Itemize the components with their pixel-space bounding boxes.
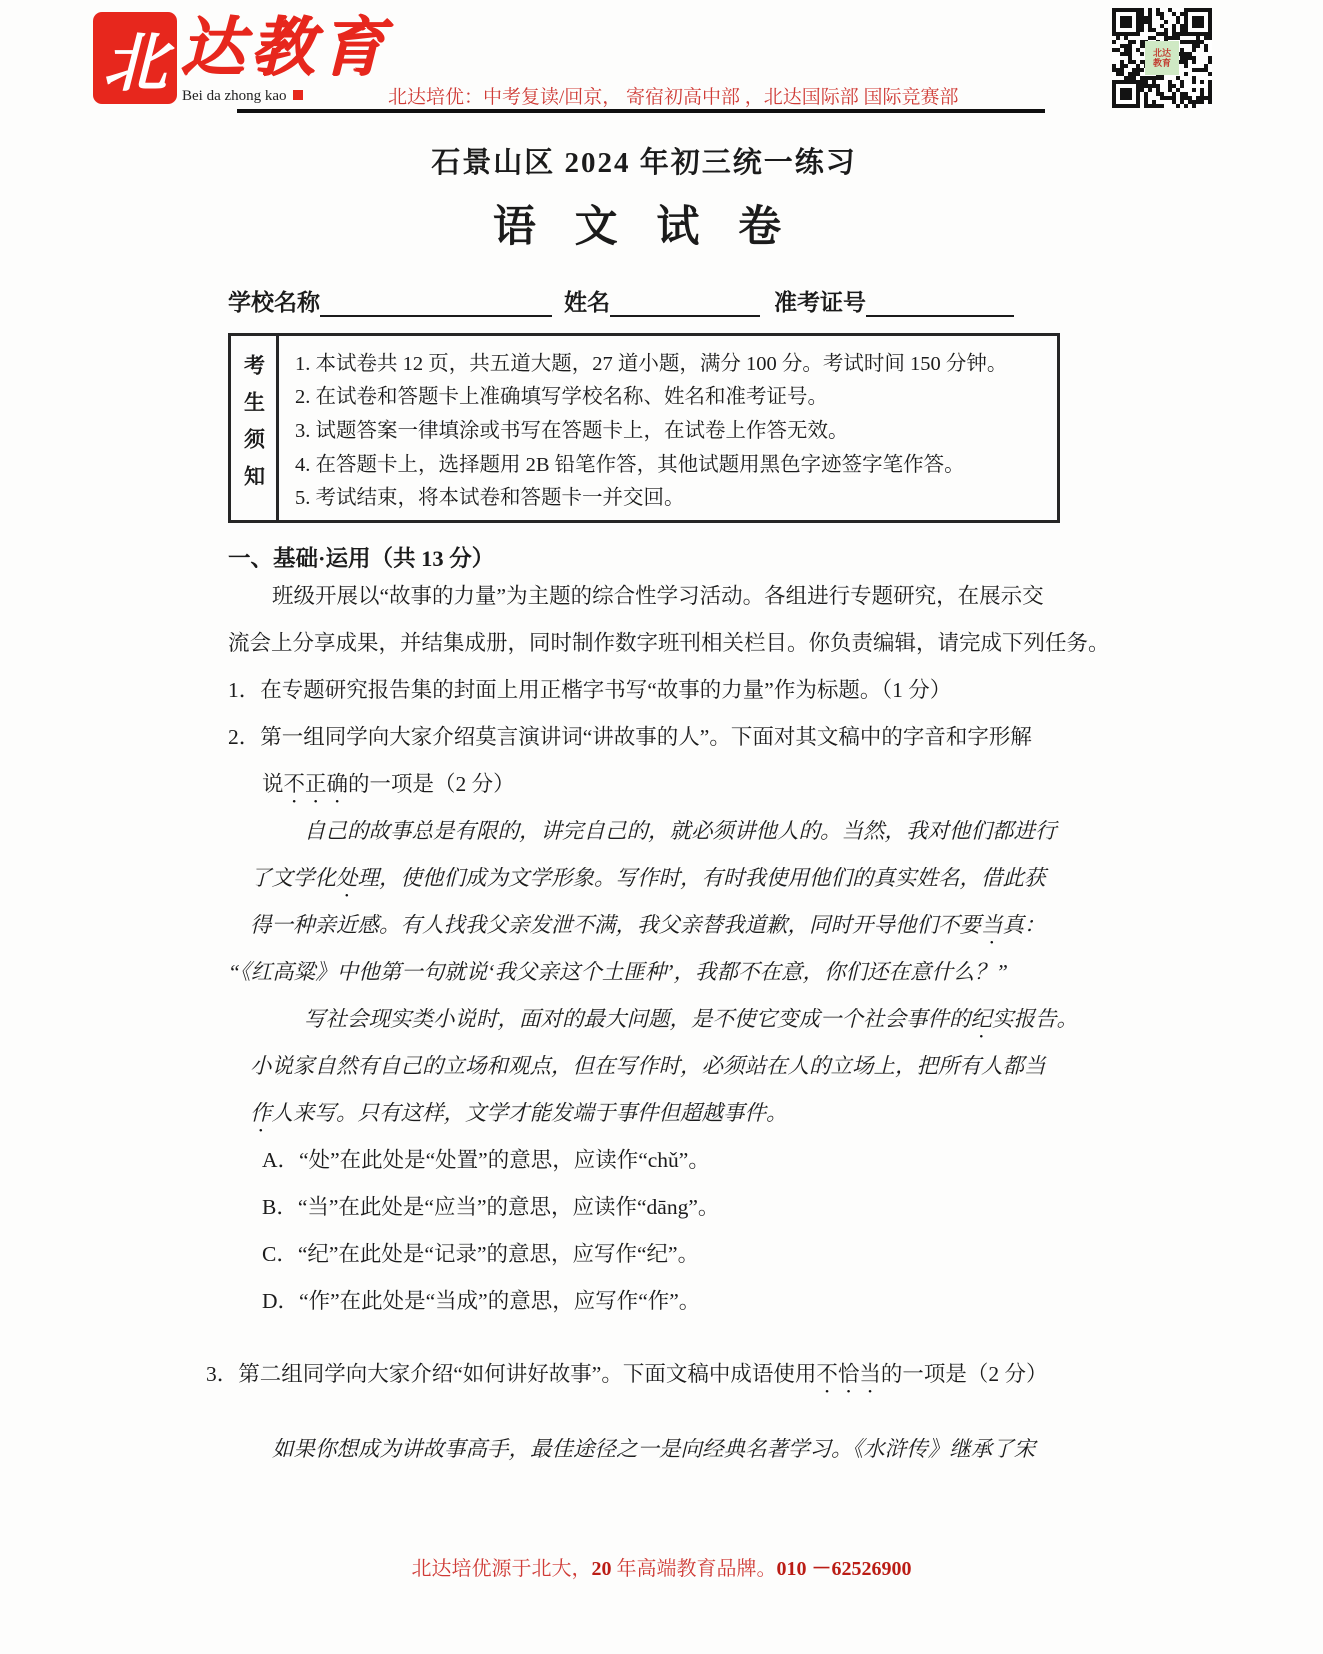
option-d: D．“作”在此处是“当成”的意思，应写作“作”。 — [262, 1289, 701, 1313]
name-field — [610, 291, 760, 317]
header-divider — [237, 109, 1045, 113]
intro-line-1: 班级开展以“故事的力量”为主题的综合性学习活动。各组进行专题研究，在展示交 — [272, 584, 1044, 608]
exam-id-label: 准考证号 — [774, 290, 866, 315]
brand-script-logo: 达教育 — [180, 12, 390, 83]
school-name-label: 学校名称 — [228, 290, 320, 315]
question-3-line-1: 3．第二组同学向大家介绍“如何讲好故事”。下面文稿中成语使用不恰当的一项是（2 分） — [206, 1362, 1048, 1386]
passage-line-5: 写社会现实类小说时，面对的最大问题，是不使它变成一个社会事件的纪实报告。 — [304, 1007, 1079, 1031]
option-a: A．“处”在此处是“处置”的意思，应读作“chǔ”。 — [262, 1148, 710, 1172]
question-2-line-1: 2．第一组同学向大家介绍莫言演讲词“讲故事的人”。下面对其文稿中的字音和字形解 — [228, 725, 1032, 749]
exam-id-field — [866, 291, 1014, 317]
notice-item-2: 2. 在试卷和答题卡上准确填写学校名称、姓名和准考证号。 — [295, 386, 828, 409]
name-label: 姓名 — [564, 290, 610, 315]
candidate-info-row — [228, 284, 1060, 317]
passage-line-7: 作人来写。只有这样，文学才能发端于事件但超越事件。 — [250, 1101, 788, 1125]
notice-item-3: 3. 试题答案一律填涂或书写在答题卡上，在试卷上作答无效。 — [295, 419, 849, 442]
notice-item-4: 4. 在答题卡上，选择题用 2B 铅笔作答，其他试题用黑色字迹签字笔作答。 — [295, 453, 965, 476]
notice-item-5: 5. 考试结束，将本试卷和答题卡一并交回。 — [295, 487, 685, 510]
notice-item-1: 1. 本试卷共 12 页，共五道大题，27 道小题，满分 100 分。考试时间 150 分钟。 — [295, 352, 1008, 375]
question-1: 1．在专题研究报告集的封面上用正楷字书写“故事的力量”作为标题。（1 分） — [228, 678, 952, 702]
passage-line-3: 得一种亲近感。有人找我父亲发泄不满，我父亲替我道歉，同时开导他们不要当真： — [250, 913, 1046, 937]
exam-title: 语 文 试 卷 — [492, 204, 796, 251]
notice-side-label: 考生须知 — [231, 336, 279, 520]
brand-tagline: 北达培优：中考复读/回京， 寄宿初高中部 ，北达国际部 国际竞赛部 — [388, 87, 959, 108]
examinee-notice-box — [228, 333, 1060, 523]
option-b: B．“当”在此处是“应当”的意思，应读作“dāng”。 — [262, 1195, 720, 1219]
passage-line-4: “《红高粱》中他第一句就说‘我父亲这个土匪种’，我都不在意，你们还在意什么？” — [228, 960, 1008, 984]
section-heading: 一、基础·运用（共 13 分） — [228, 546, 495, 571]
seal-character: 北 — [103, 28, 167, 99]
qr-code — [1112, 8, 1212, 108]
passage-line-2: 了文学化处理，使他们成为文学形象。写作时，有时我使用他们的真实姓名，借此获 — [250, 866, 1046, 890]
question-3-line-2: 如果你想成为讲故事高手，最佳途径之一是向经典名著学习。《水浒传》继承了宋 — [272, 1437, 1036, 1461]
qr-center-label: 北达 教育 — [1145, 41, 1179, 75]
intro-line-2: 流会上分享成果，并结集成册，同时制作数字班刊相关栏目。你负责编辑，请完成下列任务。 — [228, 631, 1110, 655]
passage-line-1: 自己的故事总是有限的，讲完自己的，就必须讲他人的。当然，我对他们都进行 — [304, 819, 1057, 843]
brand-subtitle: Bei da zhong kao — [182, 88, 303, 105]
school-name-field — [320, 291, 552, 317]
notice-items — [279, 336, 1057, 520]
footer-slogan: 北达培优源于北大，20 年高端教育品牌。010 －62526900 — [411, 1558, 912, 1580]
option-c: C．“纪”在此处是“记录”的意思，应写作“纪”。 — [262, 1242, 700, 1266]
question-2-line-2: 说不正确的一项是（2 分） — [262, 772, 515, 796]
brand-seal-logo — [95, 14, 175, 102]
red-square-icon — [293, 90, 303, 100]
exam-subtitle: 石景山区 2024 年初三统一练习 — [431, 147, 857, 179]
passage-line-6: 小说家自然有自己的立场和观点，但在写作时，必须站在人的立场上，把所有人都当 — [250, 1054, 1046, 1078]
